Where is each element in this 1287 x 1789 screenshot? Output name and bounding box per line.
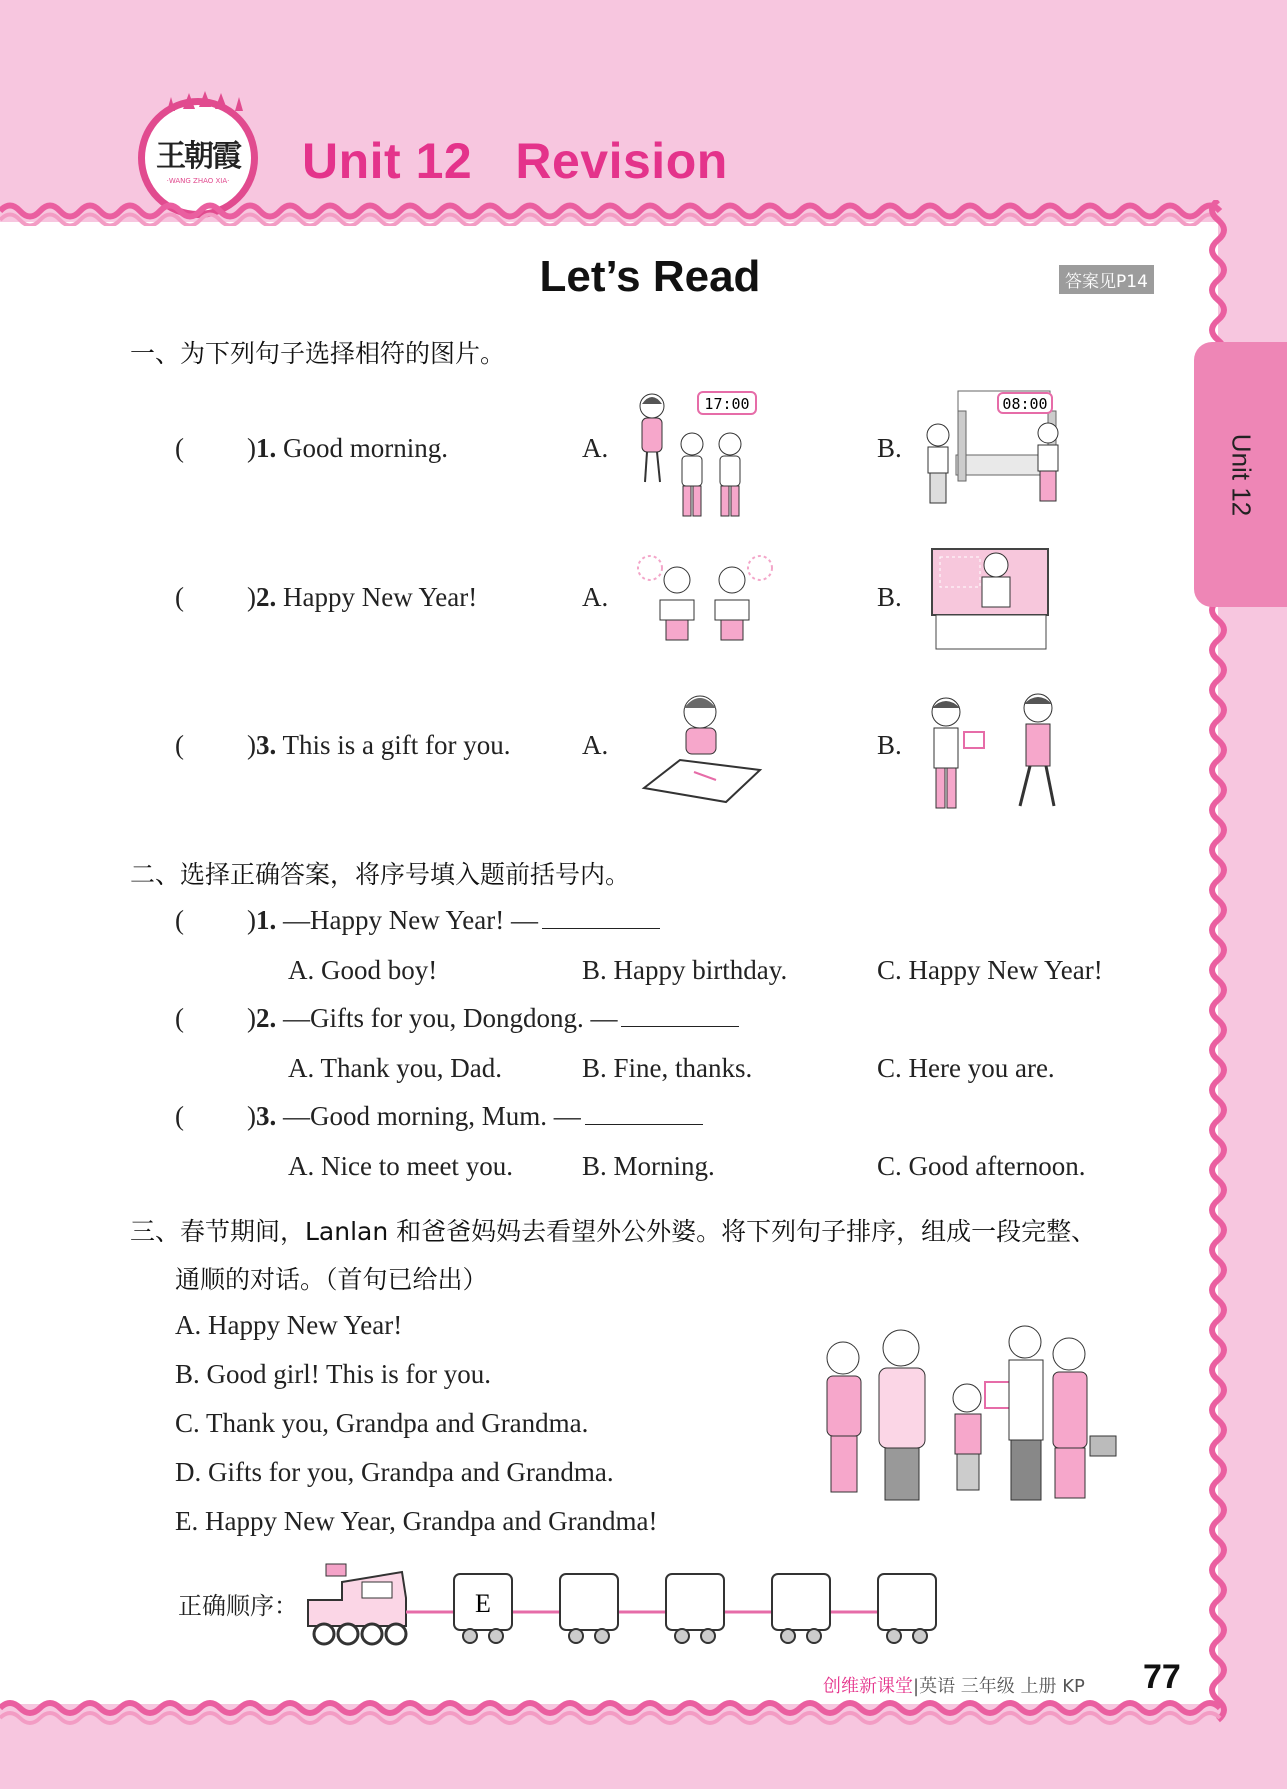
illustration-kids-new-year <box>632 550 777 645</box>
dialogue-item: E. Happy New Year, Grandpa and Grandma! <box>175 1506 658 1536</box>
answer-train <box>302 1560 947 1650</box>
section3-heading-line2: 通顺的对话。（首句已给出） <box>175 1265 488 1294</box>
side-tab-unit <box>1194 342 1287 607</box>
logo-subtext: ·WANG ZHAO XIA· <box>166 177 230 185</box>
question-number: 3. <box>256 1101 277 1131</box>
answer-paren-open: ( <box>175 582 184 612</box>
section1-heading: 一、为下列句子选择相符的图片。 <box>130 339 506 368</box>
choice-a: A. Thank you, Dad. <box>288 1053 502 1083</box>
clock-text: 17:00 <box>704 395 750 413</box>
side-tab-label: Unit 12 <box>1226 433 1256 516</box>
question-text: Good morning. <box>276 433 448 463</box>
choice-a: A. Nice to meet you. <box>288 1151 513 1181</box>
choice-c: C. Good afternoon. <box>877 1151 1086 1181</box>
answer-box-2[interactable] <box>560 1574 618 1630</box>
question-2-1 <box>247 905 660 936</box>
section3-heading: 三、春节期间，Lanlan 和爸爸妈妈去看望外公外婆。将下列句子排序，组成一段完整、 <box>130 1217 1097 1246</box>
answer-box-5[interactable] <box>878 1574 936 1630</box>
choice-c: C. Happy New Year! <box>877 955 1103 985</box>
answer-paren-open: ( <box>175 730 184 760</box>
question-number: 2. <box>256 1003 277 1033</box>
answer-blank[interactable] <box>585 1104 703 1125</box>
question-text: This is a gift for you. <box>276 730 511 760</box>
question-1-3 <box>247 730 510 761</box>
logo-text: 王朝霞 <box>156 139 240 174</box>
footer-series <box>823 1672 1085 1698</box>
choice-c: C. Here you are. <box>877 1053 1055 1083</box>
illustration-classroom-teacher <box>930 545 1050 655</box>
answer-box-4[interactable] <box>772 1574 830 1630</box>
answer-paren-open: ( <box>175 1101 184 1131</box>
dialogue-item: A. Happy New Year! <box>175 1310 403 1340</box>
option-b-label: B. <box>877 730 902 760</box>
question-number: 1. <box>256 905 277 935</box>
choice-b: B. Happy birthday. <box>582 955 788 985</box>
answer-paren-open: ( <box>175 905 184 935</box>
answer-blank[interactable] <box>621 1006 739 1027</box>
option-a-label: A. <box>582 730 609 760</box>
unit-title: Unit 12 Revision <box>302 133 728 189</box>
choice-a: A. Good boy! <box>288 955 438 985</box>
paren-close: ) <box>247 730 256 760</box>
answer-box-3[interactable] <box>666 1574 724 1630</box>
answer-paren-open: ( <box>175 433 184 463</box>
train-engine-icon <box>308 1564 406 1644</box>
illustration-girl-drawing <box>640 688 765 808</box>
question-2-2 <box>247 1003 739 1034</box>
paren-close: ) <box>247 1101 256 1131</box>
answer-reference-badge: 答案见P14 <box>1059 265 1154 294</box>
question-text: —Gifts for you, Dongdong. — <box>276 1003 618 1033</box>
paren-close: ) <box>247 582 256 612</box>
order-label: 正确顺序： <box>178 1592 298 1620</box>
answer-blank[interactable] <box>542 908 660 929</box>
option-a-label: A. <box>582 433 609 463</box>
option-a-label: A. <box>582 582 609 612</box>
footer-brand: 创维新课堂 <box>823 1676 913 1697</box>
question-1-2 <box>247 582 477 613</box>
question-2-3 <box>247 1101 703 1132</box>
option-b-label: B. <box>877 582 902 612</box>
wavy-border-bottom <box>0 1698 1287 1728</box>
crown-icon <box>159 91 251 113</box>
illustration-family-visit <box>815 1318 1120 1508</box>
first-answer-letter: E <box>475 1589 491 1618</box>
paren-close: ) <box>247 1003 256 1033</box>
answer-paren-open: ( <box>175 1003 184 1033</box>
option-b-label: B. <box>877 433 902 463</box>
paren-close: ) <box>247 433 256 463</box>
question-text: —Happy New Year! — <box>276 905 538 935</box>
choice-b: B. Morning. <box>582 1151 715 1181</box>
question-number: 1. <box>256 433 277 463</box>
question-text: Happy New Year! <box>276 582 478 612</box>
dialogue-item: C. Thank you, Grandpa and Grandma. <box>175 1408 589 1438</box>
question-text: —Good morning, Mum. — <box>276 1101 581 1131</box>
footer-subject: |英语 三年级 上册 KP <box>913 1676 1085 1697</box>
paren-close: ) <box>247 905 256 935</box>
section2-heading: 二、选择正确答案，将序号填入题前括号内。 <box>130 860 631 889</box>
illustration-giving-gift <box>918 688 1068 818</box>
question-number: 2. <box>256 582 277 612</box>
question-number: 3. <box>256 730 277 760</box>
page-title: Let’s Read <box>539 252 761 301</box>
clock-text: 08:00 <box>1002 395 1048 413</box>
choice-b: B. Fine, thanks. <box>582 1053 753 1083</box>
page-number: 77 <box>1143 1658 1181 1696</box>
wavy-border-top <box>0 196 1287 226</box>
dialogue-item: D. Gifts for you, Grandpa and Grandma. <box>175 1457 614 1487</box>
question-1-1 <box>247 433 448 464</box>
illustration-kids-afternoon <box>630 382 770 527</box>
dialogue-item: B. Good girl! This is for you. <box>175 1359 491 1389</box>
illustration-kids-school-gate <box>920 385 1070 515</box>
